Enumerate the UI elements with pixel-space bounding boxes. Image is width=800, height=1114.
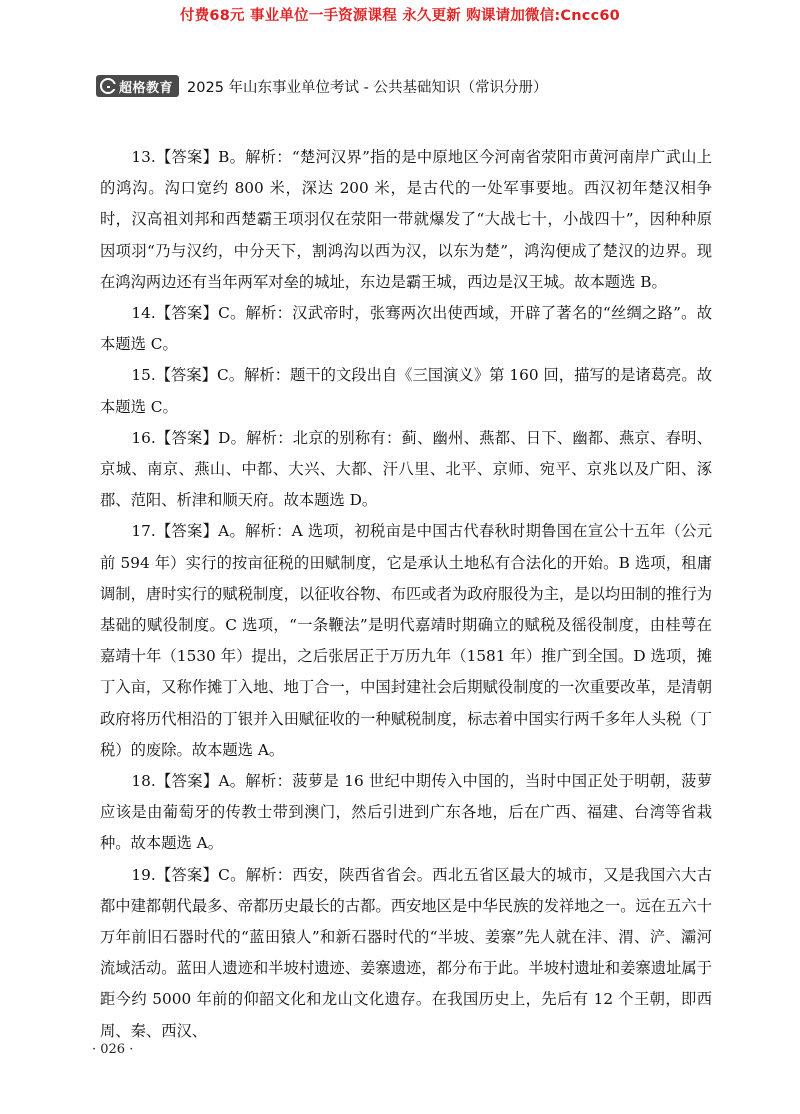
answer-list	[100, 142, 712, 1047]
answer-item	[100, 142, 712, 298]
answer-number: 19.	[131, 865, 156, 884]
answer-text: 【答案】A。解析：A 选项，初税亩是中国古代春秋时期鲁国在宣公十五年（公元前 594 年）实行的按亩征税的田赋制度，它是承认土地私有合法化的开始。B 选项，租庸调制，唐时实行的赋税制度，以征收谷物、布匹或者为政府服役为主，是以均田制的推行为基础的赋役制度。C 选项，“一条鞭法”是明代嘉靖时期确立的赋税及徭役制度，由桂萼在嘉靖十年（1530 年）提出，之后张居正于万历九年（1581 年）推广到全国。D 选项，摊丁入亩，又称作摊丁入地、地丁合一，中国封建社会后期赋役制度的一次重要改革，是清朝政府将历代相沿的丁银并入田赋征收的一种赋税制度，标志着中国实行两千多年人头税（丁税）的废除。故本题选 A。	[100, 522, 712, 759]
answer-item	[100, 766, 712, 860]
answer-text: 【答案】C。解析：西安，陕西省省会。西北五省区最大的城市，又是我国六大古都中建都朝代最多、帝都历史最长的古都。西安地区是中华民族的发祥地之一。远在五六十万年前旧石器时代的“蓝田猿人”和新石器时代的“半坡、姜寨”先人就在沣、渭、浐、灞河流域活动。蓝田人遗迹和半坡村遗迹、姜寨遗迹，都分布于此。半坡村遗址和姜寨遗址属于距今约 5000 年前的仰韶文化和龙山文化遗存。在我国历史上，先后有 12 个王朝，即西周、秦、西汉、	[100, 865, 712, 1040]
answer-number: 15.	[131, 366, 156, 385]
answer-item	[100, 516, 712, 766]
answer-text: 【答案】B。解析：“楚河汉界”指的是中原地区今河南省荥阳市黄河南岸广武山上的鸿沟。沟口宽约 800 米，深达 200 米，是古代的一处军事要地。西汉初年楚汉相争时，汉高祖刘邦和西楚霸王项羽仅在荥阳一带就爆发了“大战七十，小战四十”，因种种原因项羽“乃与汉约，中分天下，割鸿沟以西为汉，以东为楚”，鸿沟便成了楚汉的边界。现在鸿沟两边还有当年两军对垒的城址，东边是霸王城，西边是汉王城。故本题选 B。	[100, 148, 712, 291]
answer-number: 18.	[131, 772, 156, 791]
answer-text: 【答案】A。解析：菠萝是 16 世纪中期传入中国的，当时中国正处于明朝，菠萝应该是由葡萄牙的传教士带到澳门，然后引进到广东各地，后在广西、福建、台湾等省栽种。故本题选 A。	[100, 772, 712, 853]
answer-number: 14.	[131, 304, 156, 323]
answer-number: 17.	[131, 522, 156, 541]
answer-text: 【答案】D。解析：北京的别称有：蓟、幽州、燕都、日下、幽都、燕京、春明、京城、南京、燕山、中都、大兴、大都、汗八里、北平、京师、宛平、京兆以及广阳、涿郡、范阳、析津和顺天府。故本题选 D。	[100, 428, 712, 510]
watermark-banner: 付费68元 事业单位一手资源课程 永久更新 购课请加微信:Cncc60	[180, 8, 620, 24]
logo-icon	[100, 78, 116, 94]
answer-text: 【答案】C。解析：题干的文段出自《三国演义》第 160 回，描写的是诸葛亮。故本题选 C。	[100, 366, 712, 416]
page-header	[96, 74, 716, 98]
brand-logo	[96, 75, 179, 97]
answer-number: 13.	[131, 148, 156, 166]
answer-item	[100, 860, 712, 1047]
answer-item	[100, 360, 712, 422]
answer-number: 16.	[131, 428, 156, 447]
header-title: 2025 年山东事业单位考试 - 公共基础知识（常识分册）	[187, 79, 548, 96]
answer-text: 【答案】C。解析：汉武帝时，张骞两次出使西域，开辟了著名的“丝绸之路”。故本题选 C。	[100, 304, 712, 354]
page-number: · 026 ·	[92, 1042, 134, 1057]
answer-item	[100, 298, 712, 360]
logo-text: 超格教育	[119, 80, 174, 96]
answer-item	[100, 423, 712, 517]
